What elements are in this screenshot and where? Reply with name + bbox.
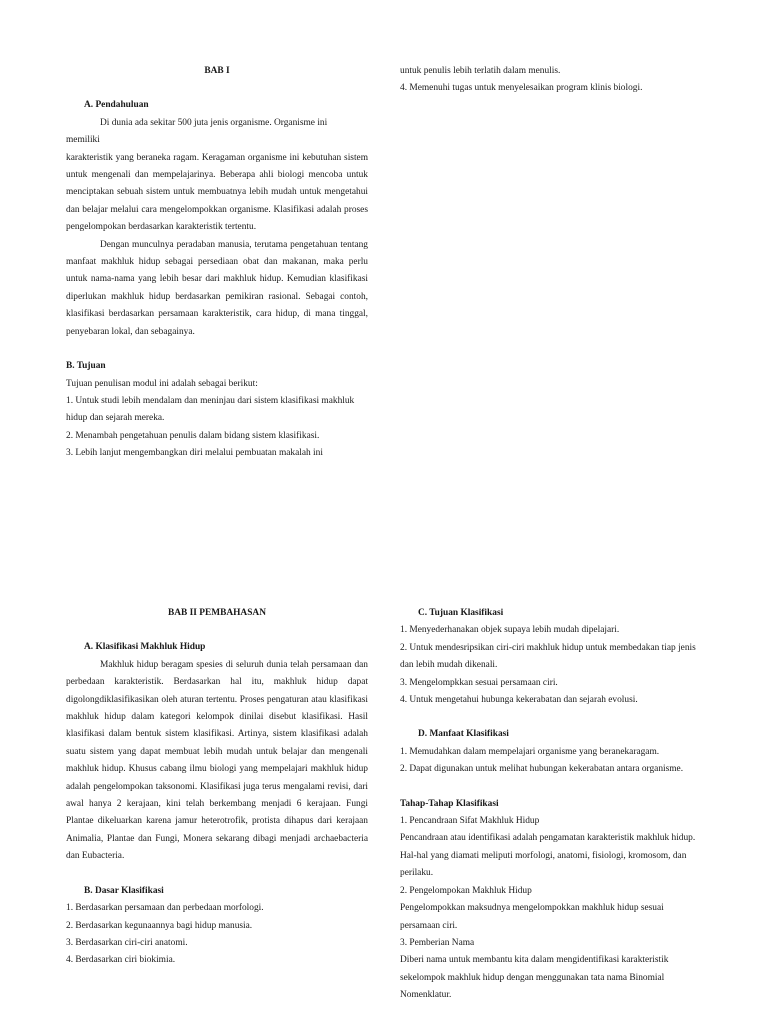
paragraph: Pengelompokkan maksudnya mengelompokkan makhluk hidup sesuai persamaan ciri. bbox=[400, 903, 664, 931]
chapter-title: BAB II PEMBAHASAN bbox=[168, 608, 266, 618]
list-item-continuation: untuk penulis lebih terlatih dalam menulis. bbox=[400, 66, 561, 76]
list-item: 1. Menyederhanakan objek supaya lebih mudah dipelajari. bbox=[400, 625, 620, 636]
section-heading-tujuan-klasifikasi: C. Tujuan Klasifikasi bbox=[418, 608, 504, 618]
list-item: 2. Dapat digunakan untuk melihat hubungan kekerabatan antara organisme. bbox=[400, 764, 684, 775]
section-heading-pendahuluan: A. Pendahuluan bbox=[84, 100, 149, 111]
paragraph: Dengan munculnya peradaban manusia, terutama pengetahuan tentang manfaat makhluk hidup sebagai persediaan obat dan makanan, maka perlu untuk nama-nama yang lebih besar dari makhluk hidup. Kemudian klasifikasi diperlukan makhluk hidup berdasarkan pemikiran rasional. Sebagai contoh, klasifikasi berdasarkan persamaan karakteristik, cara hidup, di mana tinggal, penyebaran lokal, dan sebagainya. bbox=[66, 239, 368, 337]
paragraph: Tujuan penulisan modul ini adalah sebagai berikut: bbox=[66, 378, 258, 389]
list-item: 1. Berdasarkan persamaan dan perbedaan morfologi. bbox=[66, 903, 264, 914]
paragraph: Makhluk hidup beragam spesies di seluruh dunia telah persamaan dan perbedaan karakteristik. Berdasarkan hal itu, makhluk hidup dapat digolongdiklasifikasikan oleh aturan tertentu. Proses pengaturan atau klasifikasi makhluk hidup dalam kategori kelompok dinilai disebut klasifikasi. Hasil klasifikasi dalam bentuk sistem klasifikasi. Artinya, sistem klasifikasi adalah suatu sistem yang dapat membuat lebih mudah untuk belajar dan mengenali makhluk hidup. Khusus cabang ilmu biologi yang mempelajari makhluk hidup adalah pengelompokan taksonomi. Klasifikasi juga terus mengalami revisi, dari awal hanya 2 kerajaan, kini telah berkembang menjadi 6 kerajaan. Fungi Plantae dikeluarkan karena jamur heterotrofik, protista dihapus dari kerajaan Animalia, Plantae dan Fungi, Monera sekarang dibagi menjadi archaebacteria dan Eubacteria. bbox=[66, 659, 368, 862]
page1-right-column bbox=[400, 63, 702, 98]
list-item: 4. Berdasarkan ciri biokimia. bbox=[66, 955, 176, 966]
paragraph: Diberi nama untuk membantu kita dalam mengidentifikasi karakteristik sekelompok makhluk hidup dengan menggunakan tata nama Binomial Nomenklatur. bbox=[400, 955, 669, 1001]
list-item: 2. Pengelompokan Makhluk Hidup bbox=[400, 885, 532, 896]
list-item: 2. Untuk mendesripsikan ciri-ciri makhluk hidup untuk membedakan tiap jenis dan lebih mudah dikenali. bbox=[400, 642, 696, 671]
list-item: 4. Untuk mengetahui hubunga kekerabatan dan sejarah evolusi. bbox=[400, 695, 638, 706]
list-item: 2. Menambah pengetahuan penulis dalam bidang sistem klasifikasi. bbox=[66, 430, 320, 441]
list-item: 3. Lebih lanjut mengembangkan diri melalui pembuatan makalah ini bbox=[66, 448, 323, 459]
chapter-title: BAB I bbox=[204, 66, 230, 76]
paragraph-line: memiliki bbox=[66, 135, 100, 146]
paragraph-line: Di dunia ada sekitar 500 juta jenis organisme. Organisme ini bbox=[100, 117, 328, 128]
list-item: 3. Mengelompkkan sesuai persamaan ciri. bbox=[400, 677, 558, 688]
section-heading-manfaat: D. Manfaat Klasifikasi bbox=[418, 729, 509, 740]
paragraph: karakteristik yang beraneka ragam. Keragaman organisme ini kebutuhan sistem untuk mengenali dan mempelajarinya. Beberapa ahli biologi mencoba untuk menciptakan sebuah sistem untuk membuatnya lebih mudah untuk mengetahui dan belajar melalui cara mengelompokkan organisme. Klasifikasi adalah proses pengelompokan berdasarkan karakteristik tertentu. bbox=[66, 152, 368, 233]
list-item: 3. Pemberian Nama bbox=[400, 937, 475, 948]
page1-left-column bbox=[66, 63, 368, 463]
list-item: 4. Memenuhi tugas untuk menyelesaikan program klinis biologi. bbox=[400, 83, 643, 94]
page2-right-column bbox=[400, 605, 702, 1005]
list-item: 1. Memudahkan dalam mempelajari organisme yang beranekaragam. bbox=[400, 746, 660, 757]
section-heading-tahap: Tahap-Tahap Klasifikasi bbox=[400, 798, 499, 809]
list-item: 2. Berdasarkan kegunaannya bagi hidup manusia. bbox=[66, 920, 253, 931]
list-item: 3. Berdasarkan ciri-ciri anatomi. bbox=[66, 937, 188, 948]
section-heading-dasar: B. Dasar Klasifikasi bbox=[84, 885, 164, 896]
page2-left-column bbox=[66, 605, 368, 970]
list-item: 1. Untuk studi lebih mendalam dan meninjau dari sistem klasifikasi makhluk hidup dan sejarah mereka. bbox=[66, 395, 355, 424]
section-heading-klasifikasi: A. Klasifikasi Makhluk Hidup bbox=[84, 642, 206, 653]
list-item: 1. Pencandraan Sifat Makhluk Hidup bbox=[400, 816, 540, 827]
paragraph: Pencandraan atau identifikasi adalah pengamatan karakteristik makhluk hidup. Hal-hal yang diamati meliputi morfologi, anatomi, fisiologi, kromosom, dan perilaku. bbox=[400, 833, 696, 879]
section-heading-tujuan: B. Tujuan bbox=[66, 361, 106, 372]
